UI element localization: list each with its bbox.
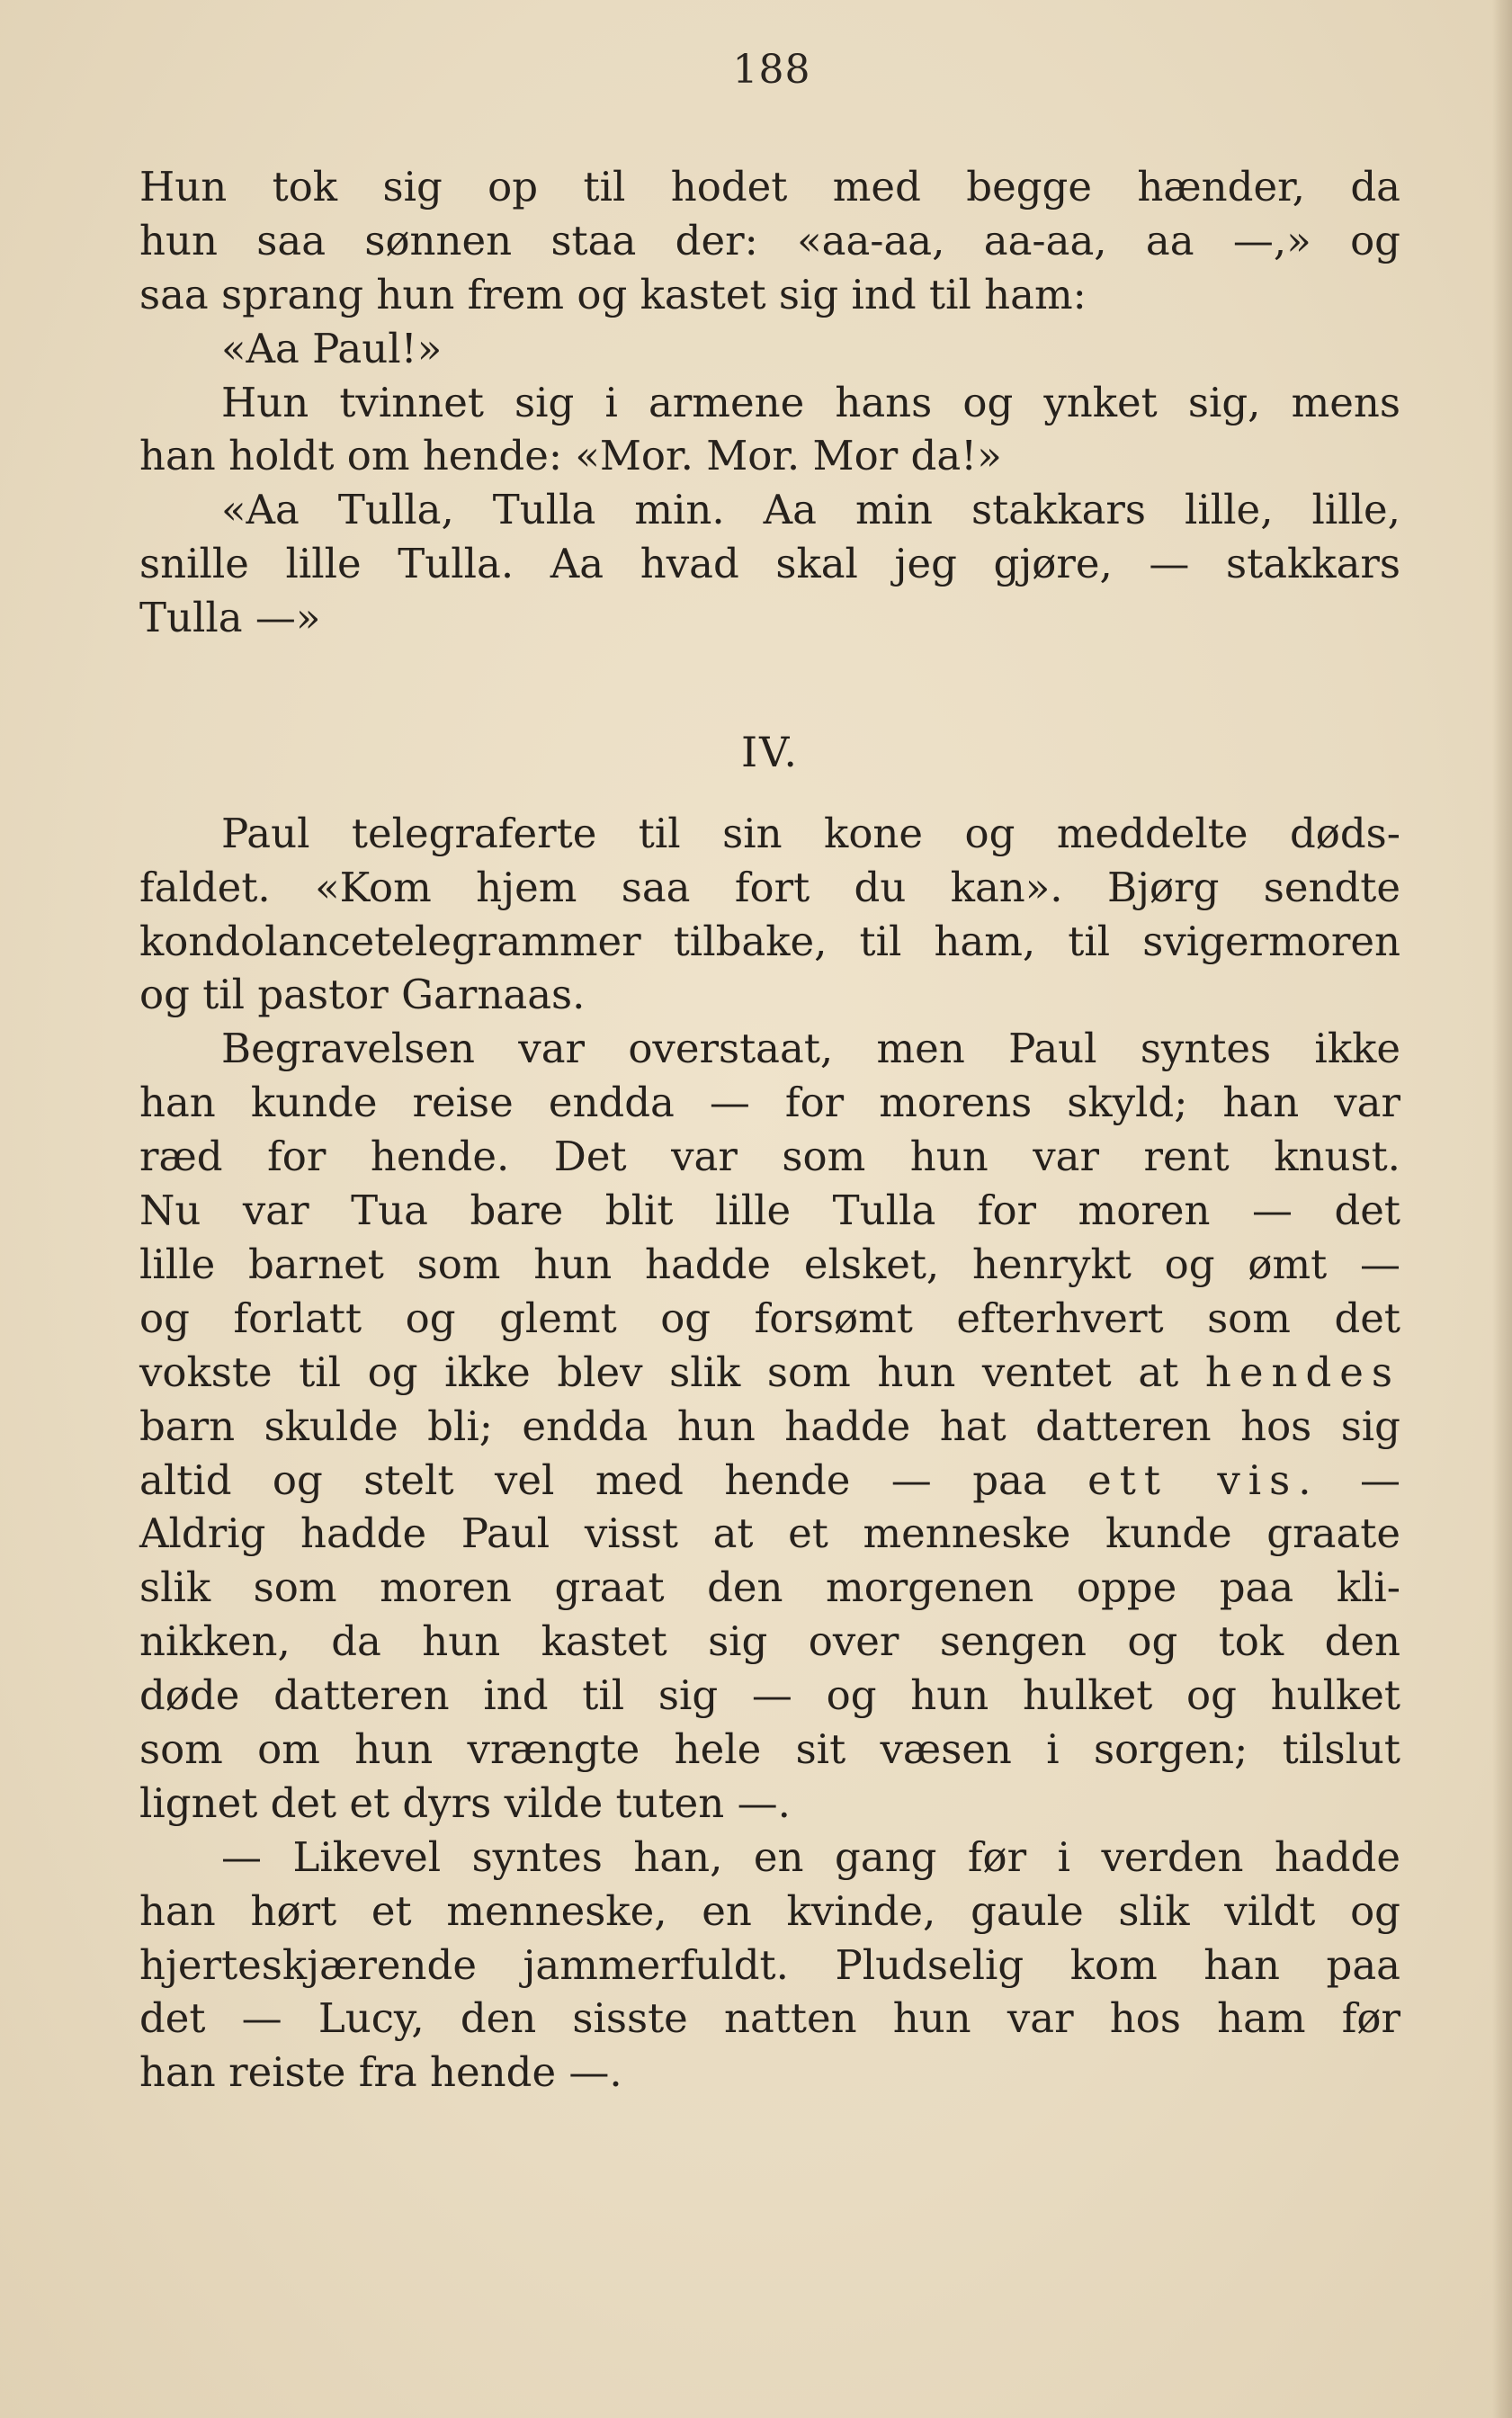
text-line: Begravelsen var overstaat, men Paul syntes ikke	[221, 1025, 1400, 1073]
text-line: — Likevel syntes han, en gang før i verden hadde	[221, 1832, 1400, 1881]
text-line: Aldrig hadde Paul visst at et menneske kunde graate	[139, 1509, 1400, 1558]
page-number: 188	[732, 47, 811, 93]
text-line: hun saa sønnen staa der: «aa-aa, aa-aa, aa —,» og	[139, 216, 1400, 264]
text-line: ræd for hende. Det var som hun var rent knust.	[139, 1133, 1400, 1181]
text-line: det — Lucy, den sisste natten hun var hos ham før	[139, 1994, 1400, 2043]
text-line: saa sprang hun frem og kastet sig ind til ham:	[139, 270, 1087, 318]
text-line: «Aa Tulla, Tulla min. Aa min stakkars lille, lille,	[221, 486, 1400, 534]
text-line: hjerteskjærende jammerfuldt. Pludselig kom han paa	[139, 1940, 1400, 1989]
text-line	[139, 1454, 1400, 1508]
text-line: faldet. «Kom hjem saa fort du kan». Bjørg sendte	[139, 863, 1400, 911]
text-line: Hun tvinnet sig i armene hans og ynket sig, mens	[221, 378, 1400, 426]
spaced-emphasis: hendes	[1204, 1348, 1400, 1396]
text-line: han holdt om hende: «Mor. Mor. Mor da!»	[139, 432, 1002, 480]
text-line: han reiste fra hende —.	[139, 2048, 622, 2097]
text-segment: —	[1359, 1455, 1400, 1504]
text-segment: altid og stelt vel med hende — paa	[139, 1455, 1047, 1504]
spaced-emphasis: ett vis.	[1087, 1455, 1320, 1504]
text-line: lignet det et dyrs vilde tuten —.	[139, 1778, 791, 1827]
text-line: han kunde reise endda — for morens skyld; han var	[139, 1079, 1400, 1127]
text-line: kondolancetelegrammer tilbake, til ham, til svigermoren	[139, 917, 1400, 965]
text-line: lille barnet som hun hadde elsket, henrykt og ømt —	[139, 1240, 1400, 1288]
text-line: og forlatt og glemt og forsømt efterhvert som det	[139, 1294, 1400, 1342]
text-line	[139, 1346, 1400, 1400]
text-line: og til pastor Garnaas.	[139, 971, 586, 1019]
text-line: som om hun vrængte hele sit væsen i sorgen; tilslut	[139, 1724, 1400, 1773]
text-line: døde datteren ind til sig — og hun hulket og hulket	[139, 1671, 1400, 1720]
body-text	[139, 160, 1400, 2100]
text-segment: vokste til og ikke blev slik som hun ventet at	[139, 1348, 1179, 1396]
text-line: Hun tok sig op til hodet med begge hænder, da	[139, 163, 1400, 210]
section-heading: IV.	[741, 728, 799, 777]
text-line: Tulla —»	[139, 594, 321, 642]
text-line: Paul telegraferte til sin kone og meddelte døds-	[221, 809, 1400, 857]
text-line: «Aa Paul!»	[221, 324, 443, 372]
text-line: han hørt et menneske, en kvinde, gaule slik vildt og	[139, 1886, 1400, 1935]
text-line: nikken, da hun kastet sig over sengen og tok den	[139, 1617, 1400, 1666]
text-line: snille lille Tulla. Aa hvad skal jeg gjøre, — stakkars	[139, 540, 1400, 588]
text-line: Nu var Tua bare blit lille Tulla for moren — det	[139, 1187, 1400, 1235]
page-edge-shadow	[1492, 0, 1512, 2418]
text-line: slik som moren graat den morgenen oppe paa kli-	[139, 1563, 1400, 1612]
text-line: barn skulde bli; endda hun hadde hat datteren hos sig	[139, 1402, 1400, 1450]
